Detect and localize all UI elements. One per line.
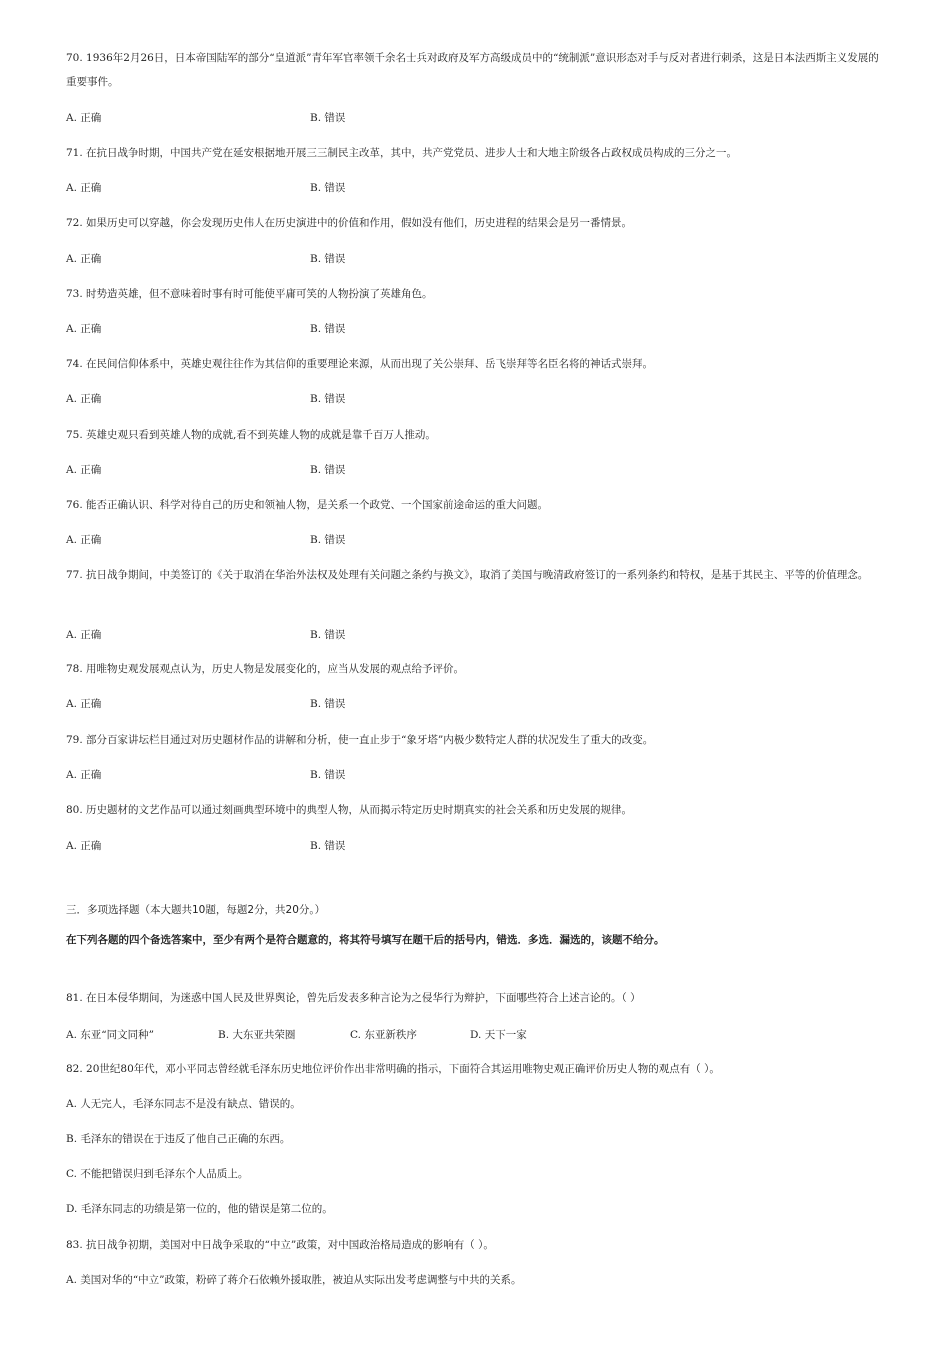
question-75-text: 75. 英雄史观只看到英雄人物的成就,看不到英雄人物的成就是靠千百万人推动。 [66,429,436,441]
question-82-option-c: C. 不能把错误归到毛泽东个人品质上。 [66,1168,249,1180]
question-78-text: 78. 用唯物史观发展观点认为，历史人物是发展变化的，应当从发展的观点给予评价。 [66,663,465,675]
question-70-text: 70. 1936年2月26日，日本帝国陆军的部分“皇道派”青年军官率领千余名士兵对政府及军方高级成员中的“统制派”意识形态对手与反对者进行刺杀，这是日本法西斯主义发展的重要事件。 [66,52,879,88]
question-82-option-a: A. 人无完人，毛泽东同志不是没有缺点、错误的。 [66,1098,301,1110]
question-83-option-a: A. 美国对华的“中立”政策，粉碎了蒋介石依赖外援取胜，被迫从实际出发考虑调整与中共的关系。 [66,1274,522,1286]
option-a: A. 正确 [66,840,102,852]
option-b: B. 错误 [310,534,346,546]
option-a: A. 正确 [66,323,102,335]
question-74-text: 74. 在民间信仰体系中，英雄史观往往作为其信仰的重要理论来源，从而出现了关公崇拜、岳飞崇拜等名臣名将的神话式崇拜。 [66,358,654,370]
option-b: B. 错误 [310,840,346,852]
option-a: A. 正确 [66,182,102,194]
option-a: A. 正确 [66,464,102,476]
option-b: B. 错误 [310,464,346,476]
question-77-text: 77. 抗日战争期间，中美签订的《关于取消在华治外法权及处理有关问题之条约与换文》，取消了美国与晚清政府签订的一系列条约和特权，是基于其民主、平等的价值理念。 [66,569,869,581]
section-3-instruction: 在下列各题的四个备选答案中，至少有两个是符合题意的，将其符号填写在题干后的括号内，错选．多选．漏选的，该题不给分。 [66,934,665,946]
option-b: B. 错误 [310,182,346,194]
option-b: B. 错误 [310,698,346,710]
question-79-text: 79. 部分百家讲坛栏目通过对历史题材作品的讲解和分析，使一直止步于“象牙塔”内极少数特定人群的状况发生了重大的改变。 [66,734,654,746]
option-b: B. 错误 [310,769,346,781]
question-82-text: 82. 20世纪80年代，邓小平同志曾经就毛泽东历史地位评价作出非常明确的指示，下面符合其运用唯物史观正确评价历史人物的观点有（ ）。 [66,1063,720,1075]
option-b: B. 错误 [310,253,346,265]
question-81-option-a: A. 东亚“同文同种” [66,1029,154,1041]
question-71-text: 71. 在抗日战争时期，中国共产党在延安根据地开展三三制民主改革，其中，共产党党员、进步人士和大地主阶级各占政权成员构成的三分之一。 [66,147,738,159]
option-b: B. 错误 [310,393,346,405]
option-a: A. 正确 [66,629,102,641]
question-81-option-d: D. 天下一家 [470,1029,527,1041]
question-82-option-d: D. 毛泽东同志的功绩是第一位的，他的错误是第二位的。 [66,1203,333,1215]
option-a: A. 正确 [66,698,102,710]
option-b: B. 错误 [310,112,346,124]
question-81-text: 81. 在日本侵华期间，为迷惑中国人民及世界舆论，曾先后发表多种言论为之侵华行为辩护，下面哪些符合上述言论的。（ ） [66,992,641,1004]
question-82-option-b: B. 毛泽东的错误在于违反了他自己正确的东西。 [66,1133,291,1145]
question-81-option-c: C. 东亚新秩序 [350,1029,417,1041]
option-a: A. 正确 [66,769,102,781]
option-a: A. 正确 [66,112,102,124]
option-b: B. 错误 [310,629,346,641]
question-76-text: 76. 能否正确认识、科学对待自己的历史和领袖人物，是关系一个政党、一个国家前途命运的重大问题。 [66,499,549,511]
question-73-text: 73. 时势造英雄，但不意味着时事有时可能使平庸可笑的人物扮演了英雄角色。 [66,288,433,300]
option-a: A. 正确 [66,253,102,265]
option-a: A. 正确 [66,393,102,405]
question-81-option-b: B. 大东亚共荣圈 [218,1029,296,1041]
question-72-text: 72. 如果历史可以穿越，你会发现历史伟人在历史演进中的价值和作用，假如没有他们，历史进程的结果会是另一番情景。 [66,217,633,229]
option-b: B. 错误 [310,323,346,335]
question-83-text: 83. 抗日战争初期，美国对中日战争采取的“中立”政策，对中国政治格局造成的影响有（ ）。 [66,1239,494,1251]
option-a: A. 正确 [66,534,102,546]
question-80-text: 80. 历史题材的文艺作品可以通过刻画典型环境中的典型人物，从而揭示特定历史时期真实的社会关系和历史发展的规律。 [66,804,633,816]
section-3-title: 三．多项选择题（本大题共10题，每题2分，共20分。） [66,904,326,916]
